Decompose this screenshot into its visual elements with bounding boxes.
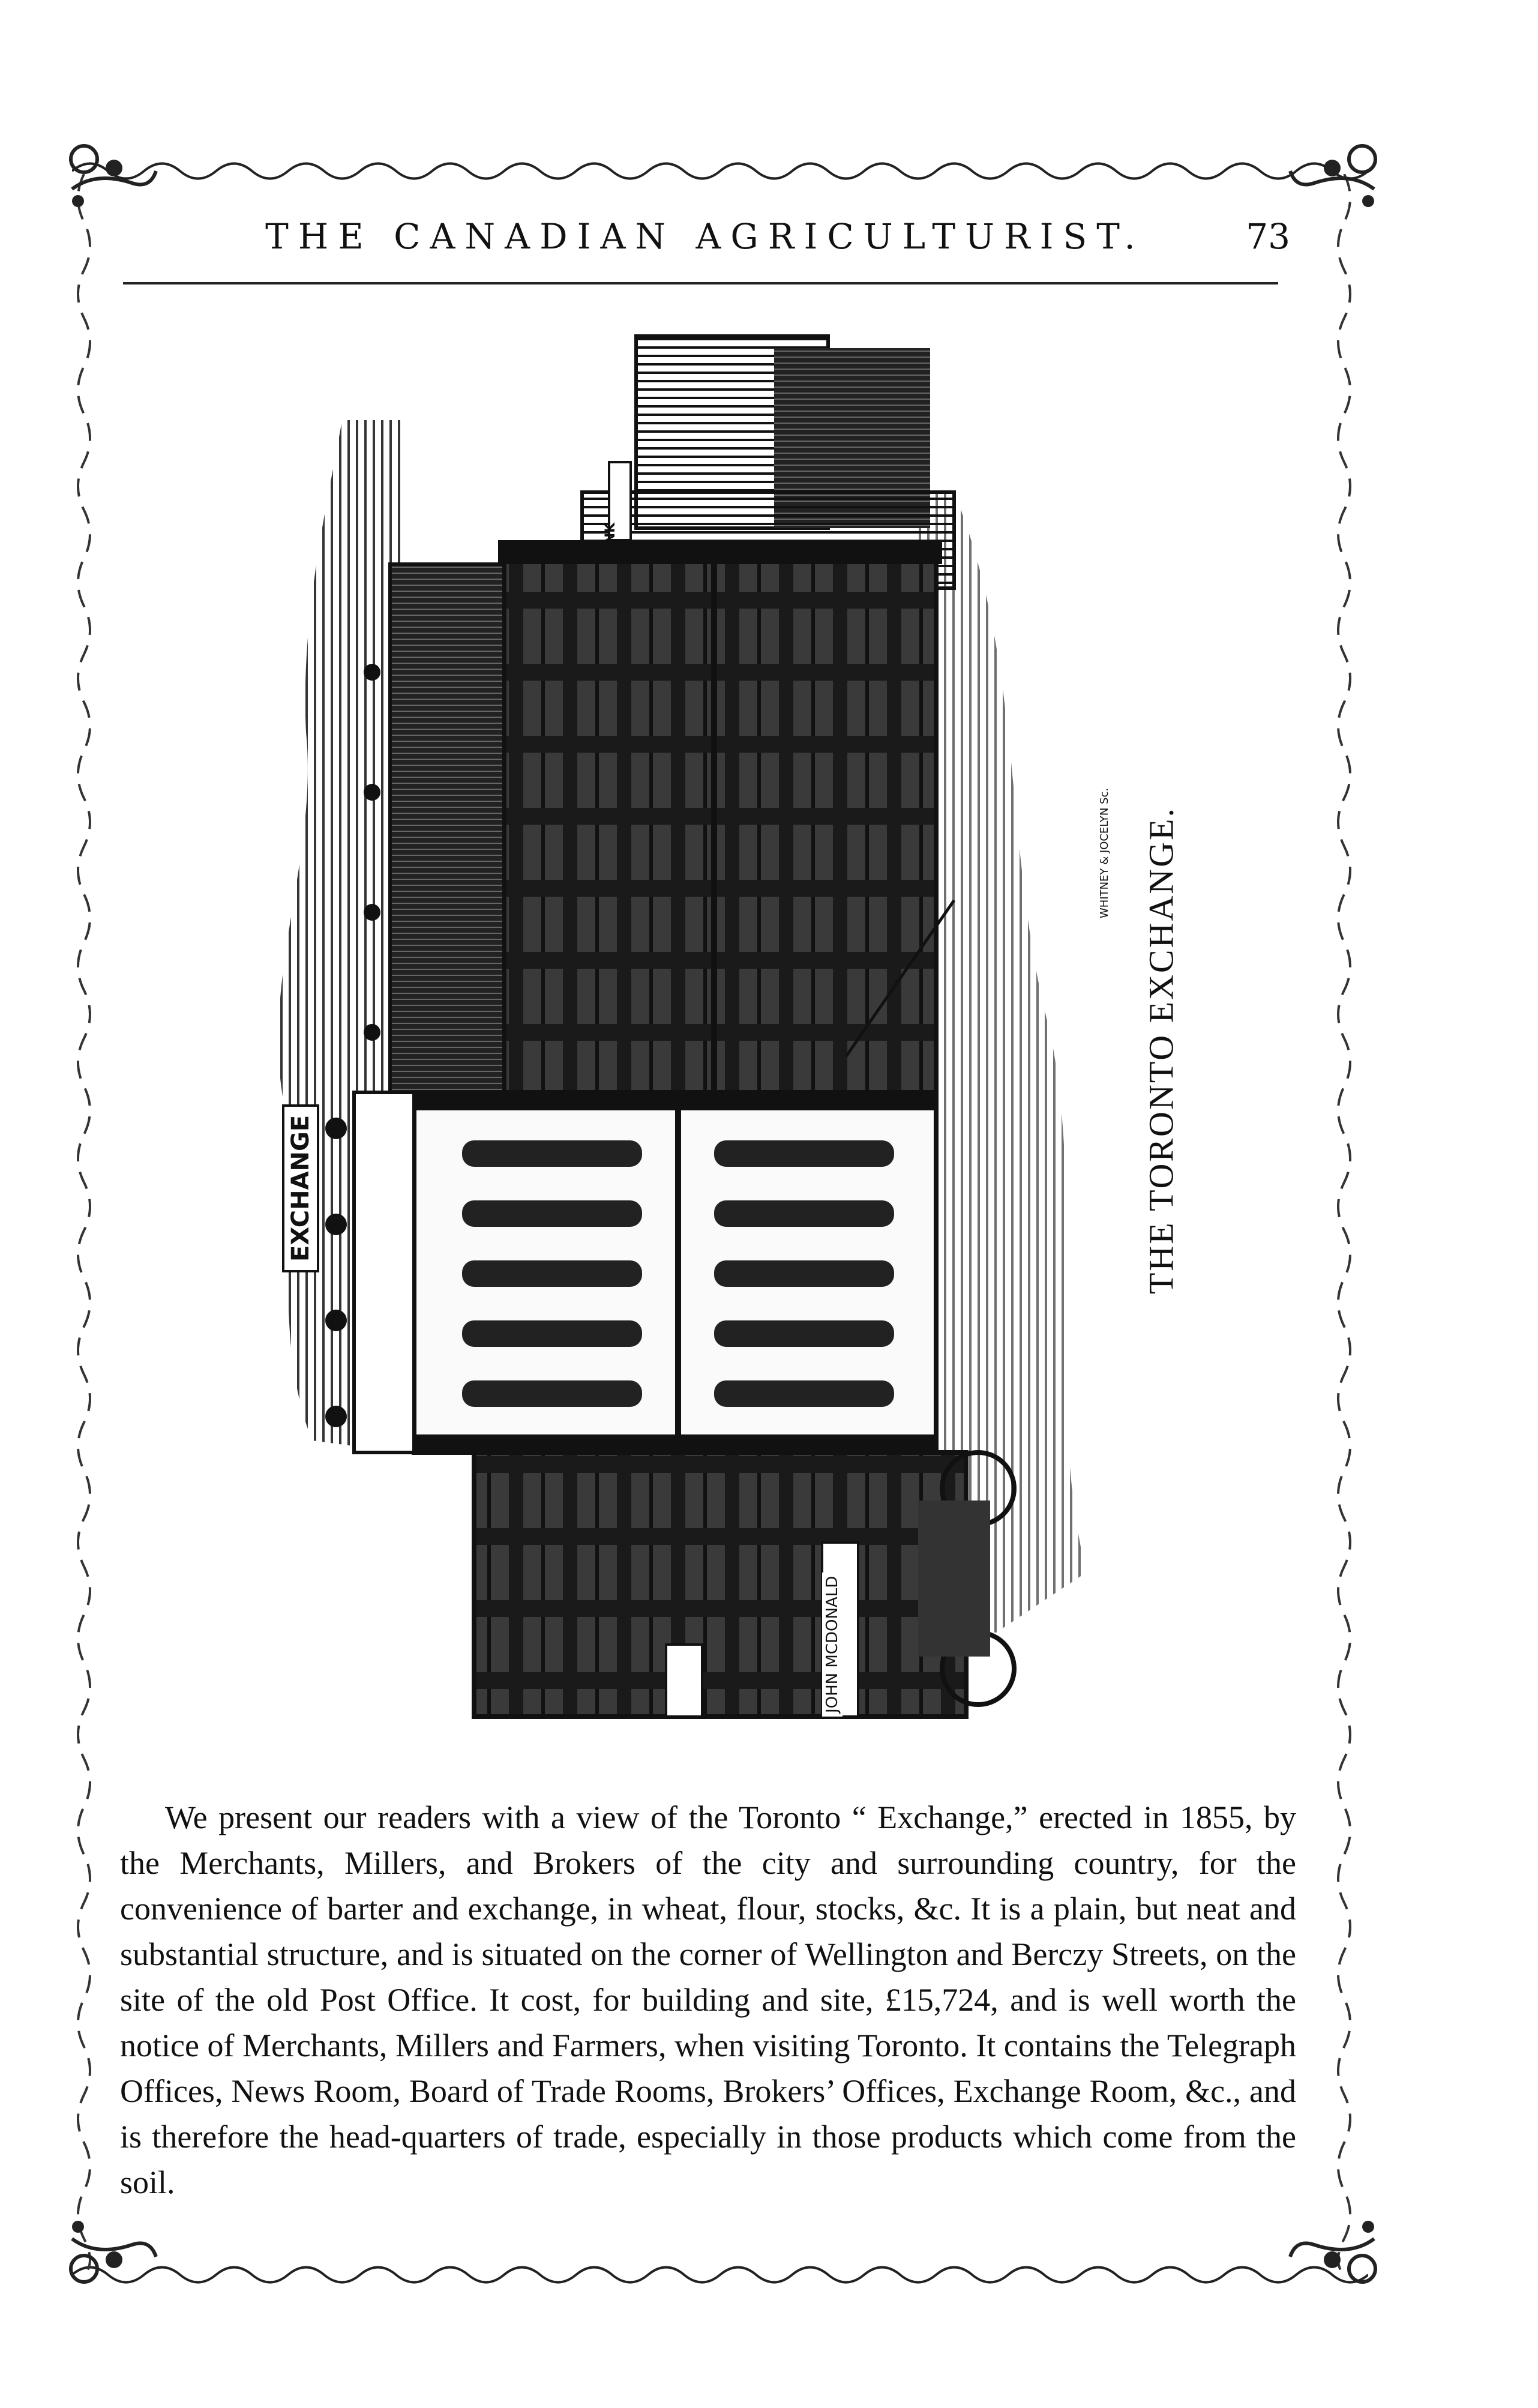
ornament-corner-bottom-left — [60, 2215, 162, 2293]
ornamental-border-bottom — [72, 2257, 1368, 2293]
article-body — [120, 1795, 1296, 2215]
page-number: 73 — [1246, 216, 1290, 257]
ornamental-border-left — [66, 174, 102, 2275]
ornament-corner-top-left — [60, 135, 162, 213]
sign-exchange: EXCHANGE — [282, 1104, 319, 1272]
ornament-corner-top-right — [1284, 135, 1386, 213]
sign-shop: JOHN MCDONALD — [822, 1573, 843, 1717]
ornamental-border-right — [1326, 174, 1362, 2275]
journal-title: THE CANADIAN AGRICULTURIST. — [265, 216, 1145, 257]
sign-bank: BANK — [603, 522, 618, 564]
running-head — [120, 210, 1290, 264]
figure-caption: THE TORONTO EXCHANGE. — [1141, 806, 1181, 1295]
figure-caption-wrap — [1122, 780, 1200, 1320]
ornament-corner-bottom-right — [1284, 2215, 1386, 2293]
toronto-exchange-engraving — [246, 312, 1182, 1771]
engraver-credit: WHITNEY & JOCELYN Sc. — [1098, 787, 1111, 918]
ornamental-border-top — [72, 153, 1368, 189]
header-rule — [123, 282, 1278, 284]
article-paragraph: We present our readers with a view of the Toronto “ Exchange,” erected in 1855, by the Merchants, Millers, and Brokers of the city and surrounding country, for the convenience of barter and exchange, in wheat, flour, stocks, &c. It is a plain, but neat and substantial structure, and is situated on the corner of Wellington and Berczy Streets, on the site of the old Post Office. It cost, for building and site, £15,724, and is well worth the notice of Merchants, Millers and Farmers, when visiting Toronto. It contains the Telegraph Offices, News Room, Board of Trade Rooms, Brokers’ Offices, Exchange Room, &c., and is therefore the head-quarters of trade, especially in those products which come from the soil. — [120, 1799, 1296, 2200]
